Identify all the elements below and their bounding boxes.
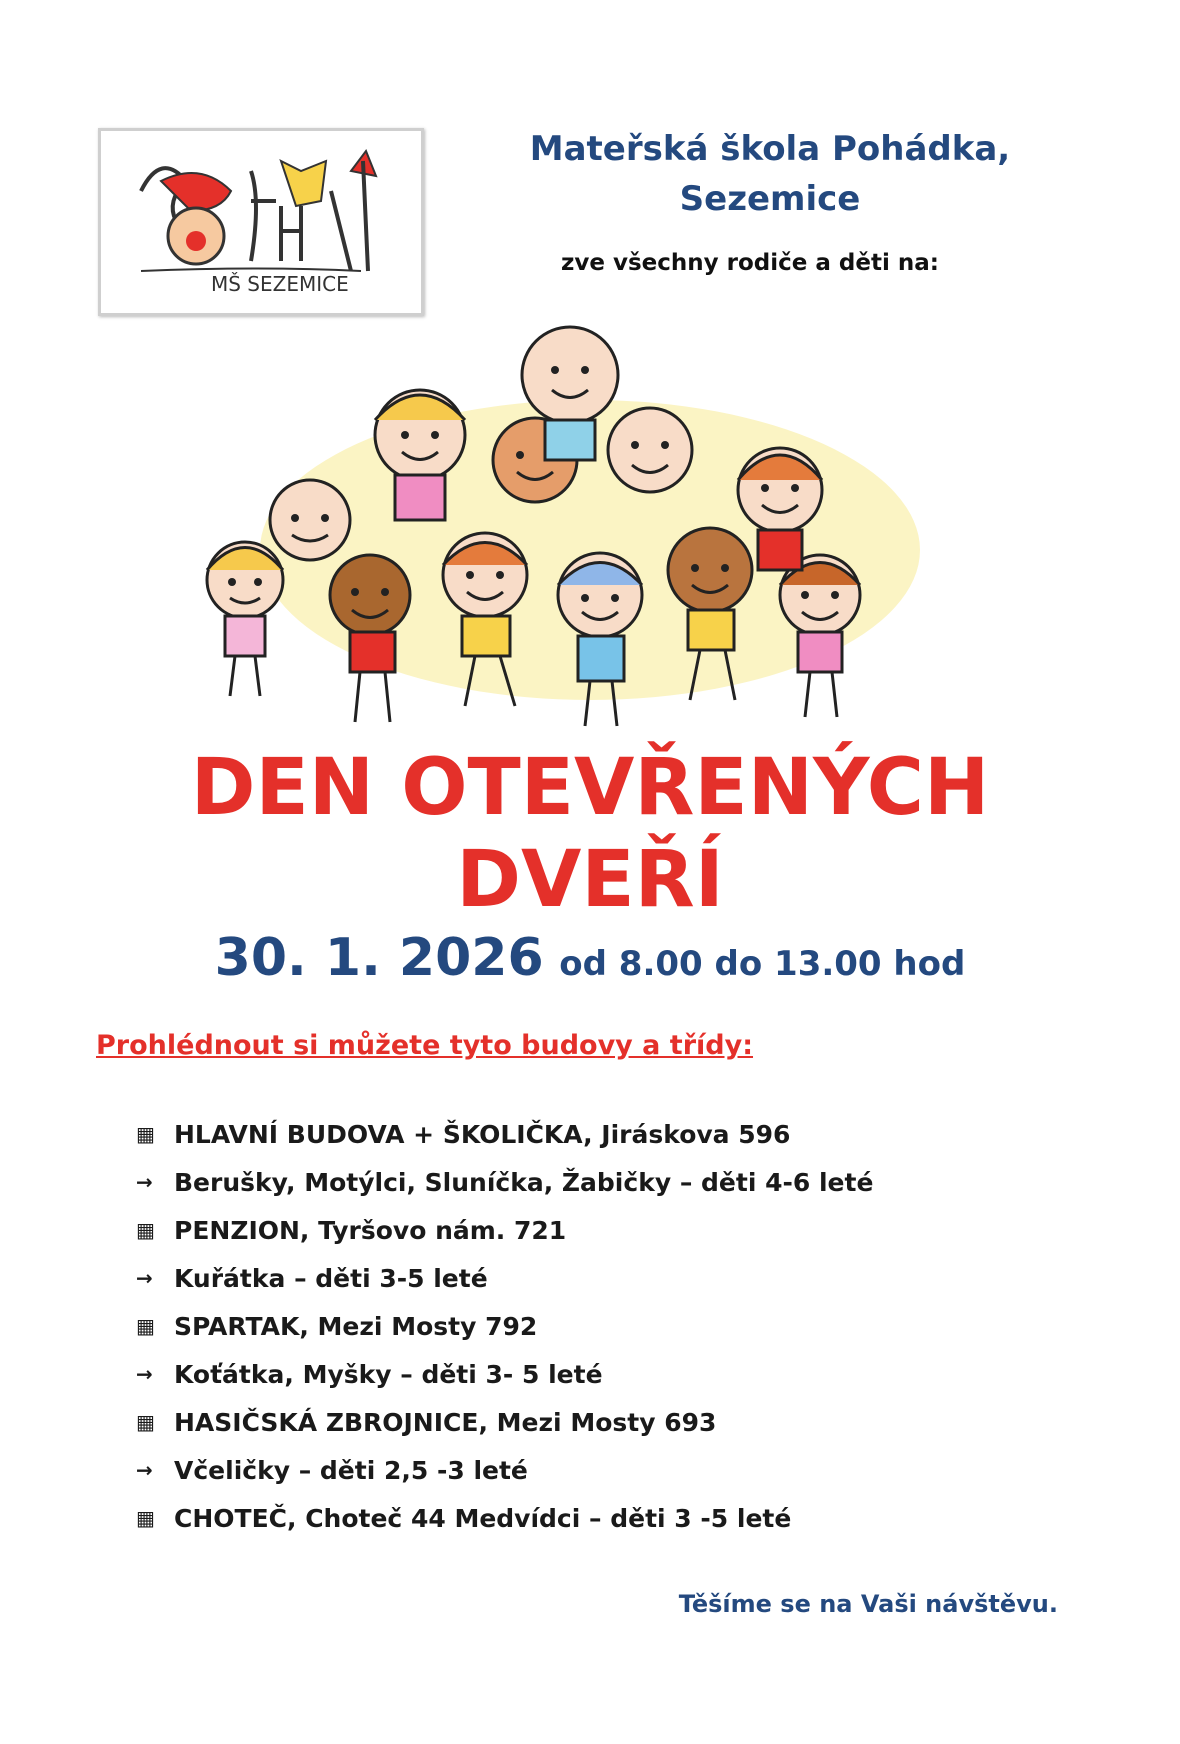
building-bullet-icon: ▦	[136, 1218, 155, 1242]
list-item	[136, 1494, 1136, 1542]
list-item	[136, 1158, 1136, 1206]
list-item-text: HASIČSKÁ ZBROJNICE, Mezi Mosty 693	[174, 1407, 717, 1437]
list-item	[136, 1350, 1136, 1398]
logo-subtext: MŠ SEZEMICE	[211, 272, 349, 296]
list-item	[136, 1254, 1136, 1302]
list-item	[136, 1110, 1136, 1158]
list-item	[136, 1398, 1136, 1446]
list-item-text: SPARTAK, Mezi Mosty 792	[174, 1311, 538, 1341]
arrow-right-icon: →	[136, 1266, 153, 1290]
building-bullet-icon: ▦	[136, 1122, 155, 1146]
children-group-illustration	[190, 320, 970, 740]
arrow-right-icon: →	[136, 1362, 153, 1386]
building-bullet-icon: ▦	[136, 1506, 155, 1530]
arrow-right-icon: →	[136, 1170, 153, 1194]
invitation-text: zve všechny rodiče a děti na:	[561, 250, 939, 276]
list-item-text: Koťátka, Myšky – děti 3- 5 leté	[174, 1359, 603, 1389]
school-name-line1: Mateřská škola Pohádka,	[529, 129, 1011, 169]
school-logo	[98, 128, 424, 316]
building-bullet-icon: ▦	[136, 1410, 155, 1434]
list-item	[136, 1446, 1136, 1494]
event-title-line2: DVEŘÍ	[456, 835, 724, 925]
buildings-heading: Prohlédnout si můžete tyto budovy a třídy:	[96, 1030, 754, 1061]
list-item-text: Berušky, Motýlci, Sluníčka, Žabičky – děti 4-6 leté	[174, 1167, 874, 1197]
event-time: od 8.00 do 13.00 hod	[559, 944, 966, 984]
event-title	[0, 742, 1180, 926]
list-item	[136, 1206, 1136, 1254]
list-item-text: Kuřátka – děti 3-5 leté	[174, 1263, 488, 1293]
list-item-text: HLAVNÍ BUDOVA + ŠKOLIČKA, Jiráskova 596	[174, 1119, 791, 1149]
closing-text: Těšíme se na Vaši návštěvu.	[678, 1590, 1058, 1618]
buildings-list	[136, 1110, 1136, 1542]
event-title-line1: DEN OTEVŘENÝCH	[190, 743, 990, 833]
school-name-line2: Sezemice	[679, 179, 861, 219]
event-date: 30. 1. 2026	[214, 928, 544, 988]
list-item-text: Včeličky – děti 2,5 -3 leté	[174, 1455, 528, 1485]
event-date-time	[0, 928, 1180, 988]
school-name	[460, 124, 1080, 224]
arrow-right-icon: →	[136, 1458, 153, 1482]
building-bullet-icon: ▦	[136, 1314, 155, 1338]
list-item	[136, 1302, 1136, 1350]
list-item-text: PENZION, Tyršovo nám. 721	[174, 1215, 567, 1245]
list-item-text: CHOTEČ, Choteč 44 Medvídci – děti 3 -5 leté	[174, 1503, 792, 1533]
